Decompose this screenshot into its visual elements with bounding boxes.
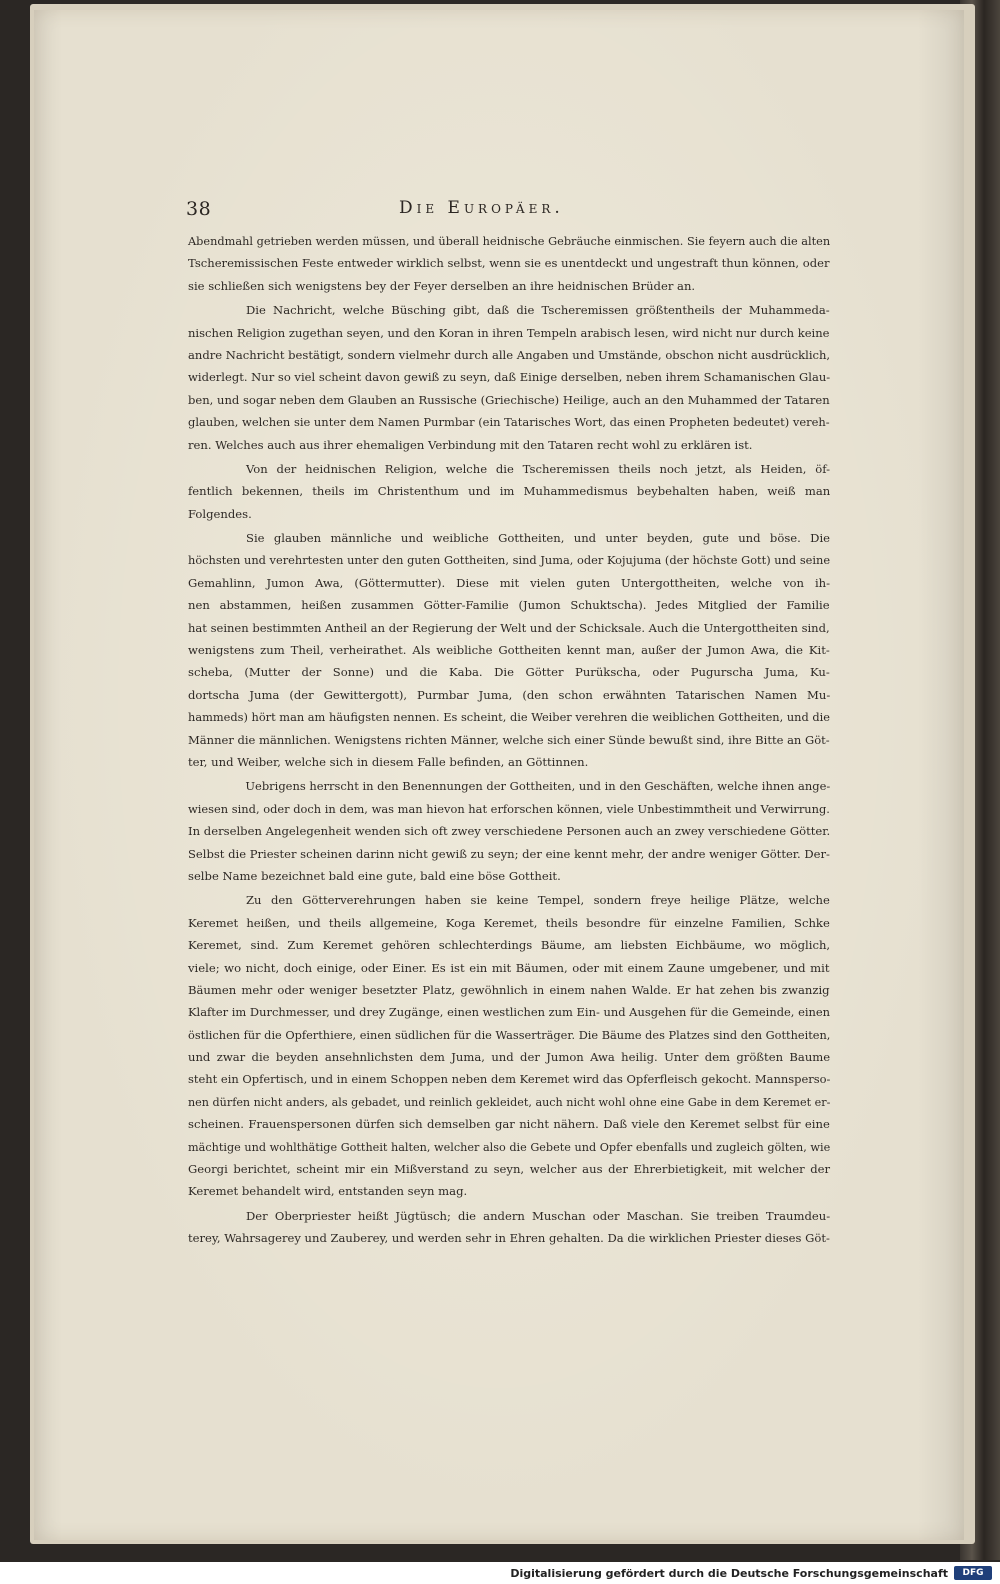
text-line: Der Oberpriester heißt Jügtüsch; die andern Muschan oder Maschan. Sie treiben Traumdeu- (246, 1208, 831, 1223)
text-line: fentlich bekennen, theils im Christenthum und im Muhammedismus beybehalten haben, weiß man (188, 484, 831, 499)
text-line: hammeds) hört man am häufigsten nennen. Es scheint, die Weiber verehren die weiblichen Gottheiten, und die (188, 710, 831, 725)
text-line: Keremet heißen, und theils allgemeine, Koga Keremet, theils besondre für einzelne Familien, Schke (188, 915, 830, 930)
text-line: hat seinen bestimmten Antheil an der Regierung der Welt und der Schicksale. Auch die Untergottheiten sind, (188, 620, 830, 635)
text-line: Selbst die Priester scheinen darinn nicht gewiß zu seyn; der eine kennt mehr, der andre weniger Götter. Der- (188, 846, 830, 861)
text-line: wenigstens zum Theil, verheirathet. Als weibliche Gottheiten kennt man, außer der Jumon Awa, die Kit- (188, 643, 830, 658)
text-line: Klafter im Durchmesser, und drey Zugänge, einen westlichen zum Ein- und Ausgehen für die Gemeinde, einen (188, 1005, 831, 1020)
body-text (188, 230, 830, 1250)
paragraph (188, 230, 830, 297)
text-line: Von der heidnischen Religion, welche die Tscheremissen theils noch jetzt, als Heiden, öf- (246, 461, 830, 476)
paragraph (188, 1205, 830, 1250)
paragraph (188, 458, 830, 525)
text-line: ben, und sogar neben dem Glauben an Russische (Griechische) Heilige, auch an den Muhammed der Tataren (188, 392, 830, 407)
text-line: terey, Wahrsagerey und Zauberey, und werden sehr in Ehren gehalten. Da die wirklichen Priester dieses Göt- (188, 1231, 830, 1246)
text-line: und zwar die beyden ansehnlichsten dem Juma, und der Jumon Awa heilig. Unter dem größten Baume (188, 1050, 831, 1065)
text-line: nen abstammen, heißen zusammen Götter-Familie (Jumon Schuktscha). Jedes Mitglied der Familie (188, 598, 830, 613)
page-number: 38 (186, 198, 212, 220)
text-line: scheba, (Mutter der Sonne) und die Kaba. Die Götter Purükscha, oder Pugurscha Juma, Ku- (188, 665, 830, 680)
text-line: Abendmahl getrieben werden müssen, und überall heidnische Gebräuche einmischen. Sie feyern auch die alten (188, 234, 831, 248)
paragraph (188, 775, 830, 887)
text-line: nen dürfen nicht anders, als gebadet, und reinlich gekleidet, auch nicht wohl ohne eine Gabe in dem Keremet er- (188, 1094, 831, 1109)
text-line: Gemahlinn, Jumon Awa, (Göttermutter). Diese mit vielen guten Untergottheiten, welche von ih- (188, 575, 831, 590)
text-line: glauben, welchen sie unter dem Namen Purmbar (ein Tatarisches Wort, das einen Propheten bedeutet) vereh- (188, 415, 830, 430)
text-line: Tscheremissischen Feste entweder wirklich selbst, wenn sie es unentdeckt und ungestraft thun können, oder (188, 256, 830, 271)
text-line: steht ein Opfertisch, und in einem Schoppen neben dem Keremet wird das Opferfleisch gekocht. Mannsperso- (188, 1072, 831, 1087)
text-line: ren. Welches auch aus ihrer ehemaligen Verbindung mit den Tataren recht wohl zu erklären ist. (188, 437, 753, 452)
dfg-logo: DFG (954, 1566, 992, 1580)
text-line: nischen Religion zugethan seyen, und den Koran in ihren Tempeln arabisch lesen, wird nicht nur durch keine (188, 325, 830, 340)
text-line: Keremet behandelt wird, entstanden seyn mag. (188, 1184, 468, 1199)
text-line: Zu den Götterverehrungen haben sie keine Tempel, sondern freye heilige Plätze, welche (246, 893, 830, 908)
text-line: östlichen für die Opferthiere, einen südlichen für die Wasserträger. Die Bäume des Platzes sind den Gottheiten, (188, 1027, 831, 1042)
text-line: dortscha Juma (der Gewittergott), Purmbar Juma, (den schon erwähnten Tatarischen Namen Mu- (188, 687, 831, 702)
text-line: In derselben Angelegenheit wenden sich oft zwey verschiedene Personen auch an zwey verschiedene Götter. (188, 824, 831, 839)
text-line: viele; wo nicht, doch einige, oder Einer. Es ist ein mit Bäumen, oder mit einem Zaune umgebener, und mit (188, 960, 830, 975)
running-head: Die Europäer. (399, 198, 564, 218)
text-line: Folgendes. (188, 506, 252, 521)
text-line: widerlegt. Nur so viel scheint davon gewiß zu seyn, daß Einige derselben, neben ihrem Schamanischen Glau- (188, 370, 831, 385)
text-line: Die Nachricht, welche Büsching gibt, daß die Tscheremissen größtentheils der Muhammeda- (246, 303, 830, 318)
text-line: sie schließen sich wenigstens bey der Feyer derselben an ihre heidnischen Brüder an. (188, 278, 696, 293)
digitization-footer (0, 1562, 1000, 1584)
text-line: Georgi berichtet, scheint mir ein Mißverstand zu seyn, welcher aus der Ehrerbietigkeit, mit welcher der (188, 1162, 831, 1177)
paragraph (188, 889, 830, 1202)
text-line: Uebrigens herrscht in den Benennungen der Gottheiten, und in den Geschäften, welche ihnen ange- (245, 779, 831, 794)
text-line: scheinen. Frauenspersonen dürfen sich demselben gar nicht nähern. Daß viele den Keremet selbst für eine (188, 1117, 830, 1132)
text-line: ter, und Weiber, welche sich in diesem Falle befinden, an Göttinnen. (188, 754, 589, 769)
paragraph (188, 299, 830, 456)
funding-credit: Digitalisierung gefördert durch die Deutsche Forschungsgemeinschaft (510, 1567, 948, 1580)
paragraph (188, 527, 830, 773)
page-header (186, 198, 826, 224)
text-line: höchsten und verehrtesten unter den guten Gottheiten, sind Juma, oder Kojujuma (der höchste Gott) und seine (188, 553, 831, 568)
text-line: wiesen sind, oder doch in dem, was man hievon hat erforschen können, viele Unbestimmtheit und Verwirrung. (188, 801, 830, 816)
text-line: Sie glauben männliche und weibliche Gottheiten, und unter beyden, gute und böse. Die (246, 531, 831, 546)
text-line: Keremet, sind. Zum Keremet gehören schlechterdings Bäume, am liebsten Eichbäume, wo möglich, (188, 938, 831, 953)
text-line: mächtige und wohlthätige Gottheit halten, welcher also die Gebete und Opfer ebenfalls und zugleich gölten, wie (188, 1139, 831, 1154)
text-line: selbe Name bezeichnet bald eine gute, bald eine böse Gottheit. (188, 868, 561, 883)
text-line: andre Nachricht bestätigt, sondern vielmehr durch alle Angaben und Umstände, obschon nicht ausdrücklich, (188, 347, 831, 362)
text-line: Männer die männlichen. Wenigstens richten Männer, welche sich einer Sünde bewußt sind, ihre Bitte an Göt- (188, 732, 830, 747)
text-line: Bäumen mehr oder weniger besetzter Platz, gewöhnlich in einem nahen Walde. Er hat zehen bis zwanzig (188, 982, 830, 997)
